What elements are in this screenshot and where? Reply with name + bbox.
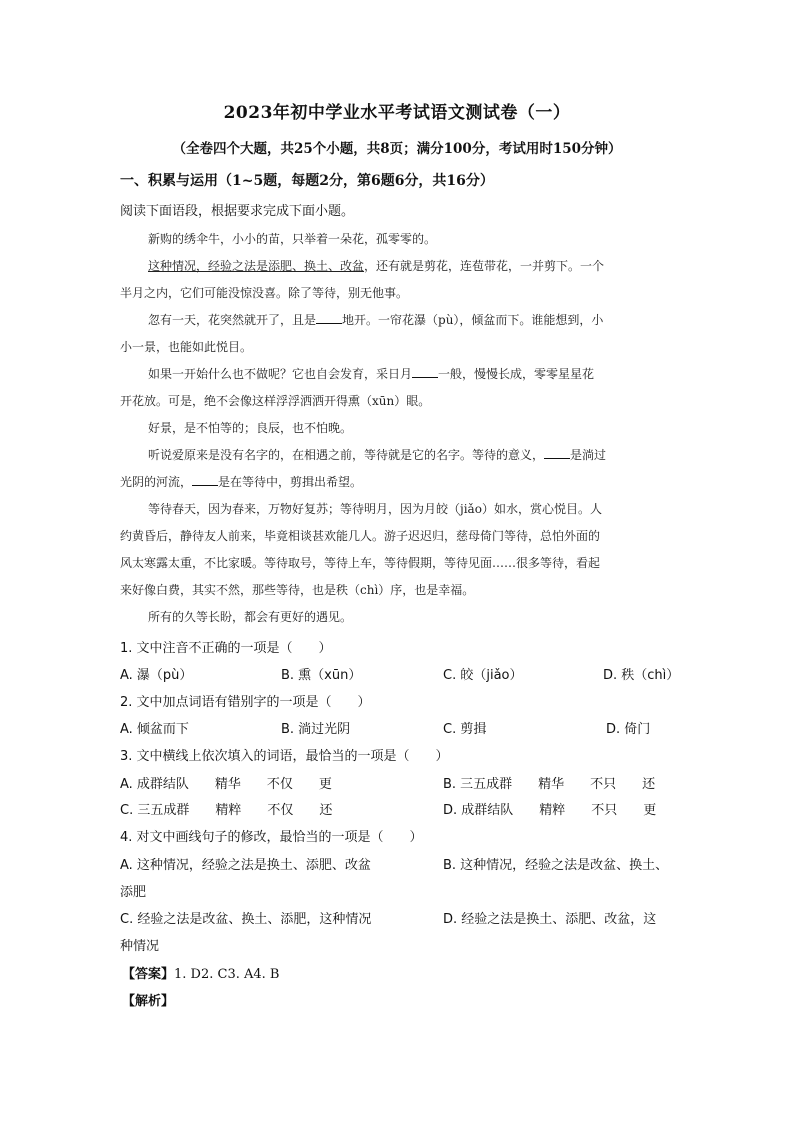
question-stem: 4. 对文中画线句子的修改，最恰当的一项是（ ） (120, 830, 423, 845)
answer-value: 1. D2. C3. A4. B (174, 967, 280, 982)
section-heading: 一、积累与运用（1~5题，每题2分，第6题6分，共16分） (120, 173, 494, 189)
fill-blank (412, 366, 438, 378)
passage-text: 忽有一天，花突然就开了，且是 (148, 313, 317, 327)
passage-paragraph: 风太寒露太重，不比家暖。等待取号，等待上车，等待假期，等待见面……很多等待，看起 (120, 556, 601, 570)
answer-option[interactable]: A. 瀑（pù） (120, 668, 193, 683)
answer-option-continued: 种情况 (120, 939, 160, 954)
passage-paragraph (148, 446, 606, 463)
passage-text: 是淌过 (570, 448, 607, 462)
question-stem: 2. 文中加点词语有错别字的一项是（ ） (120, 695, 371, 710)
question-stem: 1. 文中注音不正确的一项是（ ） (120, 641, 332, 656)
answer-line (122, 963, 279, 982)
passage-paragraph: 等待春天，因为春来，万物好复苏；等待明月，因为月皎（jiǎo）如水，赏心悦目。人 (148, 502, 602, 516)
passage-paragraph (148, 257, 604, 274)
fill-blank (192, 474, 218, 486)
passage-paragraph: 来好像白费，其实不然，那些等待，也是秩（chì）序，也是幸福。 (120, 583, 475, 597)
passage-paragraph (148, 311, 603, 328)
passage-paragraph: 好景，是不怕等的；良辰，也不怕晚。 (148, 421, 353, 435)
answer-option-continued: 添肥 (120, 885, 147, 900)
answer-option[interactable]: D. 经验之法是换土、添肥、改盆，这 (443, 912, 657, 927)
answer-option[interactable]: D. 倚门 (606, 722, 651, 737)
passage-paragraph: 半月之内，它们可能没惊没喜。除了等待，别无他事。 (120, 286, 409, 300)
answer-option[interactable]: D. 秩（chì） (603, 668, 680, 683)
answer-option[interactable]: C. 剪揖 (443, 722, 487, 737)
exam-info: （全卷四个大题，共25个小题，共8页；满分100分，考试用时150分钟） (172, 141, 622, 157)
answer-option[interactable]: B. 这种情况，经验之法是改盆、换土、 (443, 858, 669, 873)
underlined-sentence: 这种情况，经验之法是添肥、换土、改盆 (148, 259, 365, 273)
answer-option[interactable]: A. 成群结队 精华 不仅 更 (120, 777, 332, 792)
fill-blank (316, 312, 342, 324)
answer-option[interactable]: B. 三五成群 精华 不只 还 (443, 777, 656, 792)
analysis-label: 【解析】 (122, 994, 175, 1009)
passage-paragraph: 约黄昏后，静待友人前来，毕竟相谈甚欢能几人。游子迟迟归，慈母倚门等待，总怕外面的 (120, 529, 601, 543)
passage-text: 光阴的河流， (120, 475, 193, 489)
passage-paragraph: 所有的久等长盼，都会有更好的遇见。 (148, 610, 353, 624)
answer-label: 【答案】 (122, 967, 175, 982)
page-title: 2023年初中学业水平考试语文测试卷（一） (223, 103, 571, 123)
question-stem: 3. 文中横线上依次填入的词语，最恰当的一项是（ ） (120, 749, 449, 764)
answer-option[interactable]: B. 熏（xūn） (281, 668, 362, 683)
answer-option[interactable]: C. 皎（jiǎo） (443, 668, 523, 683)
passage-text: ，还有就是剪花，连苞带花，一并剪下。一个 (364, 259, 605, 273)
answer-option[interactable]: A. 倾盆而下 (120, 722, 189, 737)
fill-blank (544, 447, 570, 459)
passage-paragraph (120, 473, 362, 490)
passage-paragraph: 开花放。可是，绝不会像这样浮浮洒洒开得熏（xūn）眼。 (120, 394, 431, 408)
passage-paragraph: 小一景，也能如此悦目。 (120, 340, 253, 354)
answer-option[interactable]: C. 经验之法是改盆、换土、添肥，这种情况 (120, 912, 372, 927)
answer-option[interactable]: D. 成群结队 精粹 不只 更 (443, 803, 657, 818)
passage-text: 如果一开始什么也不做呢？它也自会发育，采日月 (148, 367, 413, 381)
passage-paragraph: 新购的绣伞牛，小小的苗，只举着一朵花，孤零零的。 (148, 232, 437, 246)
passage-text: 地开。一帘花瀑（pù），倾盆而下。谁能想到，小 (342, 313, 604, 327)
passage-text: 听说爱原来是没有名字的，在相遇之前，等待就是它的名字。等待的意义， (148, 448, 545, 462)
passage-text: 一般，慢慢长成，零零星星花 (438, 367, 595, 381)
passage-text: 是在等待中，剪揖出希望。 (218, 475, 363, 489)
answer-option[interactable]: B. 淌过光阴 (281, 722, 351, 737)
passage-paragraph (148, 365, 594, 382)
answer-option[interactable]: A. 这种情况，经验之法是换土、添肥、改盆 (120, 858, 371, 873)
instruction-text: 阅读下面语段，根据要求完成下面小题。 (120, 204, 355, 219)
answer-option[interactable]: C. 三五成群 精粹 不仅 还 (120, 803, 333, 818)
